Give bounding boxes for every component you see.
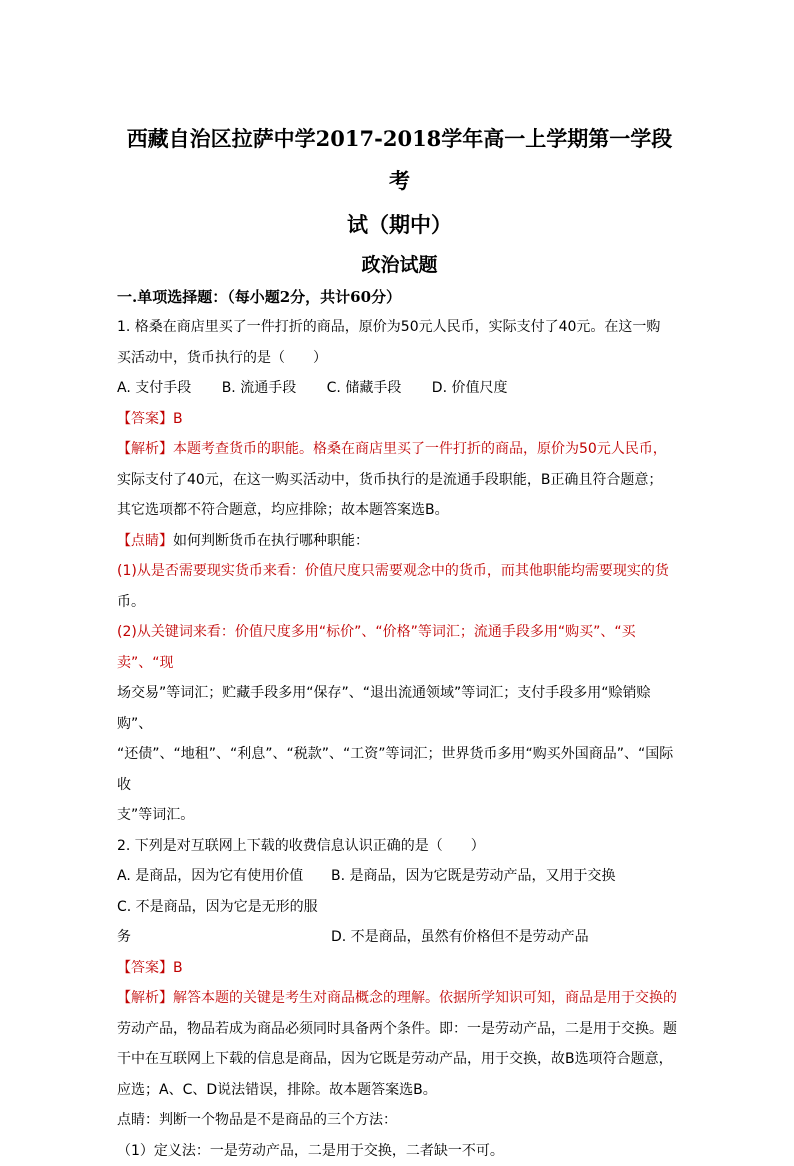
q1-comment-1-line1: (1)从是否需要现实货币来看：价值尺度只需要观念中的货币，而其他职能均需要现实的货 [117,556,682,587]
q2-option-b: B. 是商品，因为它既是劳动产品，又用于交换 [331,861,616,892]
q2-tip-line2: （1）定义法：一是劳动产品，二是用于交换，二者缺一不可。 [117,1136,682,1166]
q2-analysis-line1 [117,983,682,1014]
q2-option-a: A. 是商品，因为它有使用价值 [117,861,331,892]
analysis-tag: 【解析】 [117,990,173,1006]
answer-value: B [173,411,183,427]
q1-analysis-line2: 实际支付了40元，在这一购买活动中，货币执行的是流通手段职能，B正确且符合题意； [117,465,682,496]
q1-comment-1-line2: 币。 [117,587,682,618]
analysis-text: 解答本题的关键是考生对商品概念的理解。依据所学知识可知，商品是用于交换的 [173,990,677,1006]
q2-stem: 2. 下列是对互联网上下载的收费信息认识正确的是（ ） [117,831,682,862]
page-title-line1: 西藏自治区拉萨中学2017-2018学年高一上学期第一学段考 [117,118,682,202]
q1-option-c: C. 储藏手段 [327,373,402,404]
q1-stem-line2: 买活动中，货币执行的是（ ） [117,343,682,374]
q1-comment-2-line4: 支”等词汇。 [117,800,682,831]
comment-tag: 【点睛】 [117,533,173,549]
document-page [117,118,682,1166]
q1-option-d: D. 价值尺度 [432,373,508,404]
q1-comment-2-line2: 场交易”等词汇；贮藏手段多用“保存”、“退出流通领域”等词汇；支付手段多用“赊销赊购”、 [117,678,682,739]
q1-analysis-line1 [117,434,682,465]
q2-analysis-line4: 应选；A、C、D说法错误，排除。故本题答案选B。 [117,1075,682,1106]
q1-option-b: B. 流通手段 [222,373,297,404]
analysis-text: 本题考查货币的职能。格桑在商店里买了一件打折的商品，原价为50元人民币， [173,441,667,457]
q1-comment-2-line1: (2)从关键词来看：价值尺度多用“标价”、“价格”等词汇；流通手段多用“购买”、“买卖”、“现 [117,617,682,678]
q1-comment [117,526,682,557]
q2-options-row2 [117,892,682,953]
page-title-line2: 试（期中） [117,204,682,246]
comment-text: 如何判断货币在执行哪种职能： [173,533,369,549]
analysis-tag: 【解析】 [117,441,173,457]
q2-answer [117,953,682,984]
answer-value: B [173,960,183,976]
q2-tip-line1: 点睛：判断一个物品是不是商品的三个方法： [117,1105,682,1136]
subject-title: 政治试题 [117,250,682,280]
answer-tag: 【答案】 [117,411,173,427]
q1-answer [117,404,682,435]
q2-analysis-line3: 干中在互联网上下载的信息是商品，因为它既是劳动产品，用于交换，故B选项符合题意， [117,1044,682,1075]
q1-stem-line1: 1. 格桑在商店里买了一件打折的商品，原价为50元人民币，实际支付了40元。在这一购 [117,312,682,343]
section-heading: 一.单项选择题：（每小题2分，共计60分） [117,282,682,312]
q1-option-a: A. 支付手段 [117,373,191,404]
q2-option-d: D. 不是商品，虽然有价格但不是劳动产品 [331,922,589,953]
q2-options-row1 [117,861,682,892]
answer-tag: 【答案】 [117,960,173,976]
q1-analysis-line3: 其它选项都不符合题意，均应排除；故本题答案选B。 [117,495,682,526]
q2-analysis-line2: 劳动产品，物品若成为商品必须同时具备两个条件。即：一是劳动产品，二是用于交换。题 [117,1014,682,1045]
q1-comment-2-line3: “还债”、“地租”、“利息”、“税款”、“工资”等词汇；世界货币多用“购买外国商品”、“国际收 [117,739,682,800]
q2-option-c: C. 不是商品，因为它是无形的服务 [117,892,331,953]
q1-options [117,373,682,404]
